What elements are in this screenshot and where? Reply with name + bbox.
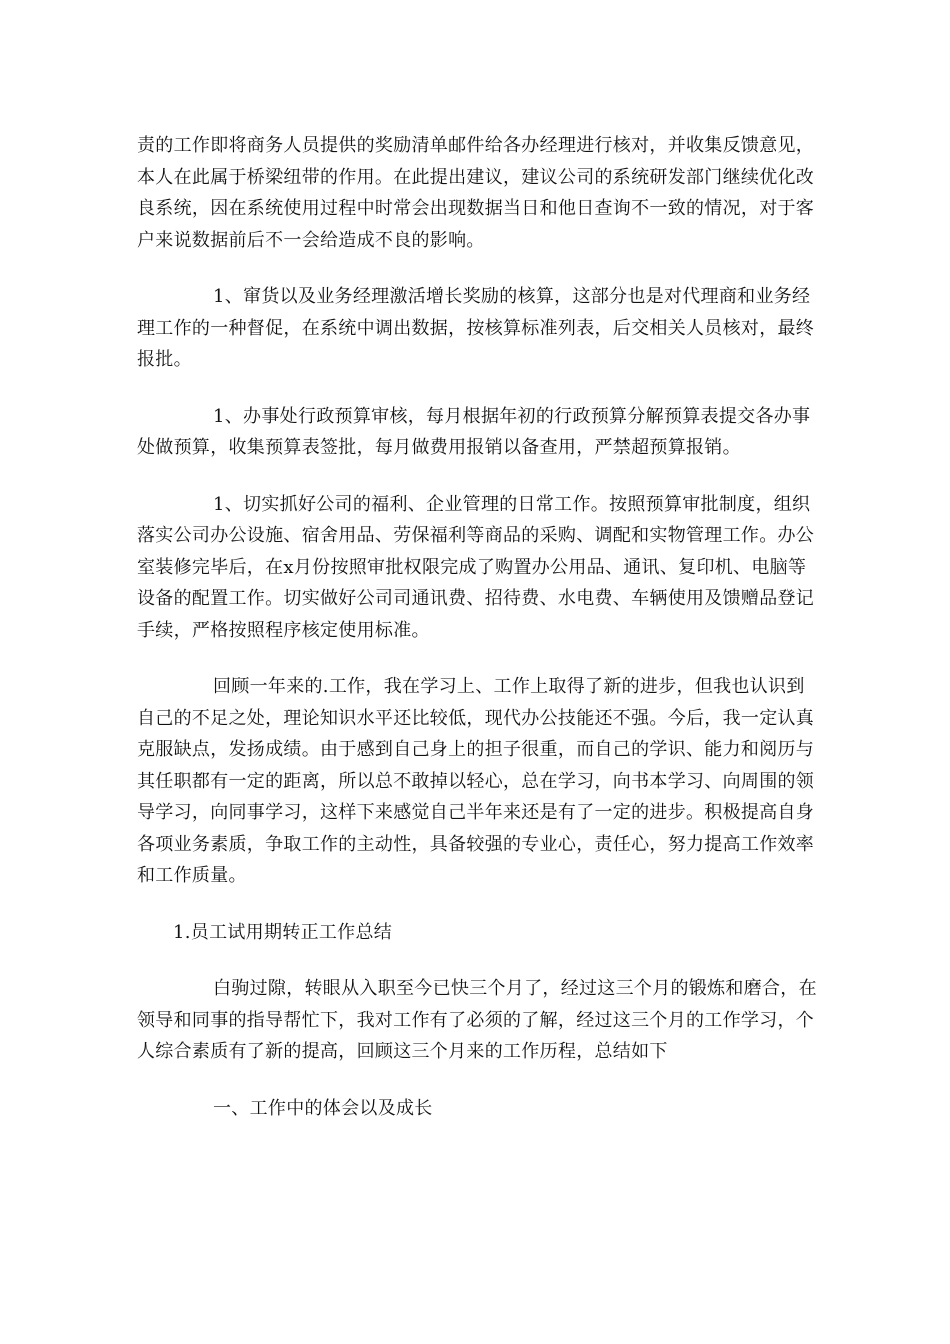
document-body xyxy=(137,130,817,1149)
paragraph-annual-review: 回顾一年来的.工作，我在学习上、工作上取得了新的进步，但我也认识到自己的不足之处，理论知识水平还比较低，现代办公技能还不强。今后，我一定认真克服缺点，发扬成绩。由于感到自己身上的担子很重，而自己的学识、能力和阅历与其任职都有一定的距离，所以总不敢掉以轻心，总在学习，向书本学习、向周围的领导学习，向同事学习，这样下来感觉自己半年来还是有了一定的进步。积极提高自身各项业务素质，争取工作的主动性，具备较强的专业心，责任心，努力提高工作效率和工作质量。 xyxy=(137,676,815,886)
paragraph-probation-intro: 白驹过隙，转眼从入职至今已快三个月了，经过这三个月的锻炼和磨合，在领导和同事的指导帮忙下，我对工作有了必须的了解，经过这三个月的工作学习，个人综合素质有了新的提高，回顾这三个月来的工作历程，总结如下 xyxy=(137,978,817,1062)
paragraph-report-feedback: 责的工作即将商务人员提供的奖励清单邮件给各办经理进行核对，并收集反馈意见，本人在此属于桥梁纽带的作用。在此提出建议，建议公司的系统研发部门继续优化改良系统，因在系统使用过程中时常会出现数据当日和他日查询不一致的情况，对于客户来说数据前后不一会给造成不良的影响。 xyxy=(137,135,815,251)
section-title-probation-summary: 1.员工试用期转正工作总结 xyxy=(173,921,393,943)
subsection-title-work-experience: 一、工作中的体会以及成长 xyxy=(213,1097,433,1119)
paragraph-budget-review: 1、办事处行政预算审核，每月根据年初的行政预算分解预算表提交各办事处做预算，收集预算表签批，每月做费用报销以备查用，严禁超预算报销。 xyxy=(137,405,811,458)
paragraph-incentive-accounting: 1、窜货以及业务经理激活增长奖励的核算，这部分也是对代理商和业务经理工作的一种督促，在系统中调出数据，按核算标准列表，后交相关人员核对，最终报批。 xyxy=(137,286,815,370)
paragraph-welfare-management: 1、切实抓好公司的福利、企业管理的日常工作。按照预算审批制度，组织落实公司办公设施、宿舍用品、劳保福利等商品的采购、调配和实物管理工作。办公室装修完毕后，在x月份按照审批权限完成了购置办公用品、通讯、复印机、电脑等设备的配置工作。切实做好公司司通讯费、招待费、水电费、车辆使用及馈赠品登记手续，严格按照程序核定使用标准。 xyxy=(137,493,815,641)
